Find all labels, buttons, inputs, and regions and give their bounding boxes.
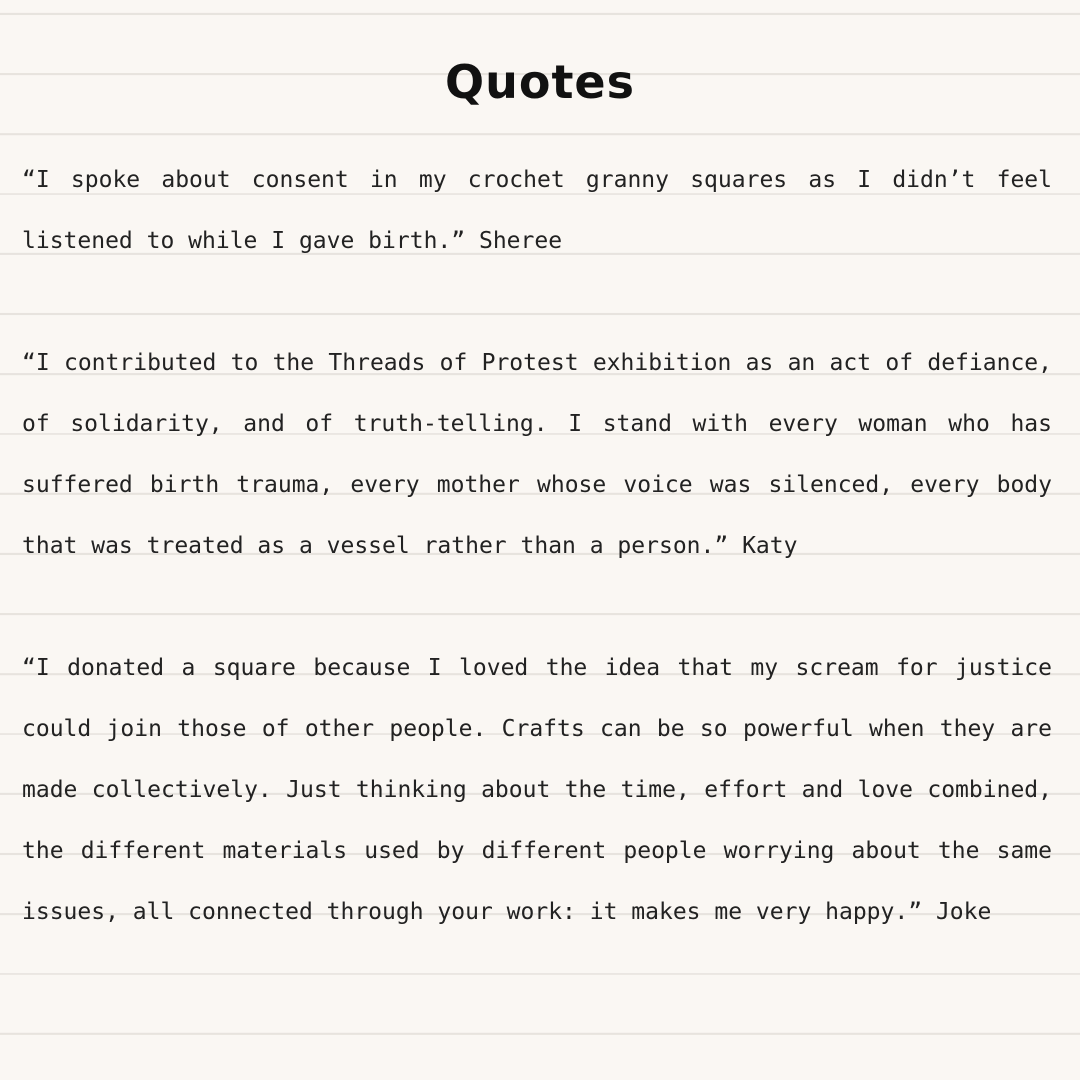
quote-author: Katy bbox=[742, 533, 798, 559]
quote-author: Sheree bbox=[478, 228, 563, 254]
quote-text: “I contributed to the Threads of Protest exhibition as an act of defiance, of solidarity, and of truth-telling. I stand with every woman who has suffered birth trauma, every mother whose voice was silenced, every body that was treated as a vessel rather than a person.” bbox=[22, 350, 1052, 559]
quote-text: “I donated a square because I loved the idea that my scream for justice could join those of other people. Crafts can be so powerful when they are made collectively. Just thinking about the time, effort and love combined, the different materials used by different people worrying about the same issues, all connected through your work: it makes me very happy.” bbox=[22, 655, 1052, 925]
quote-text: “I spoke about consent in my crochet granny squares as I didn’t feel listened to while I gave birth.” bbox=[22, 167, 1052, 254]
quote-author: Joke bbox=[935, 899, 992, 925]
quote-item bbox=[22, 638, 1052, 943]
quote-item bbox=[22, 150, 1052, 272]
quotes-list bbox=[22, 150, 1052, 943]
quote-item bbox=[22, 333, 1052, 577]
page-title: Quotes bbox=[444, 55, 636, 109]
